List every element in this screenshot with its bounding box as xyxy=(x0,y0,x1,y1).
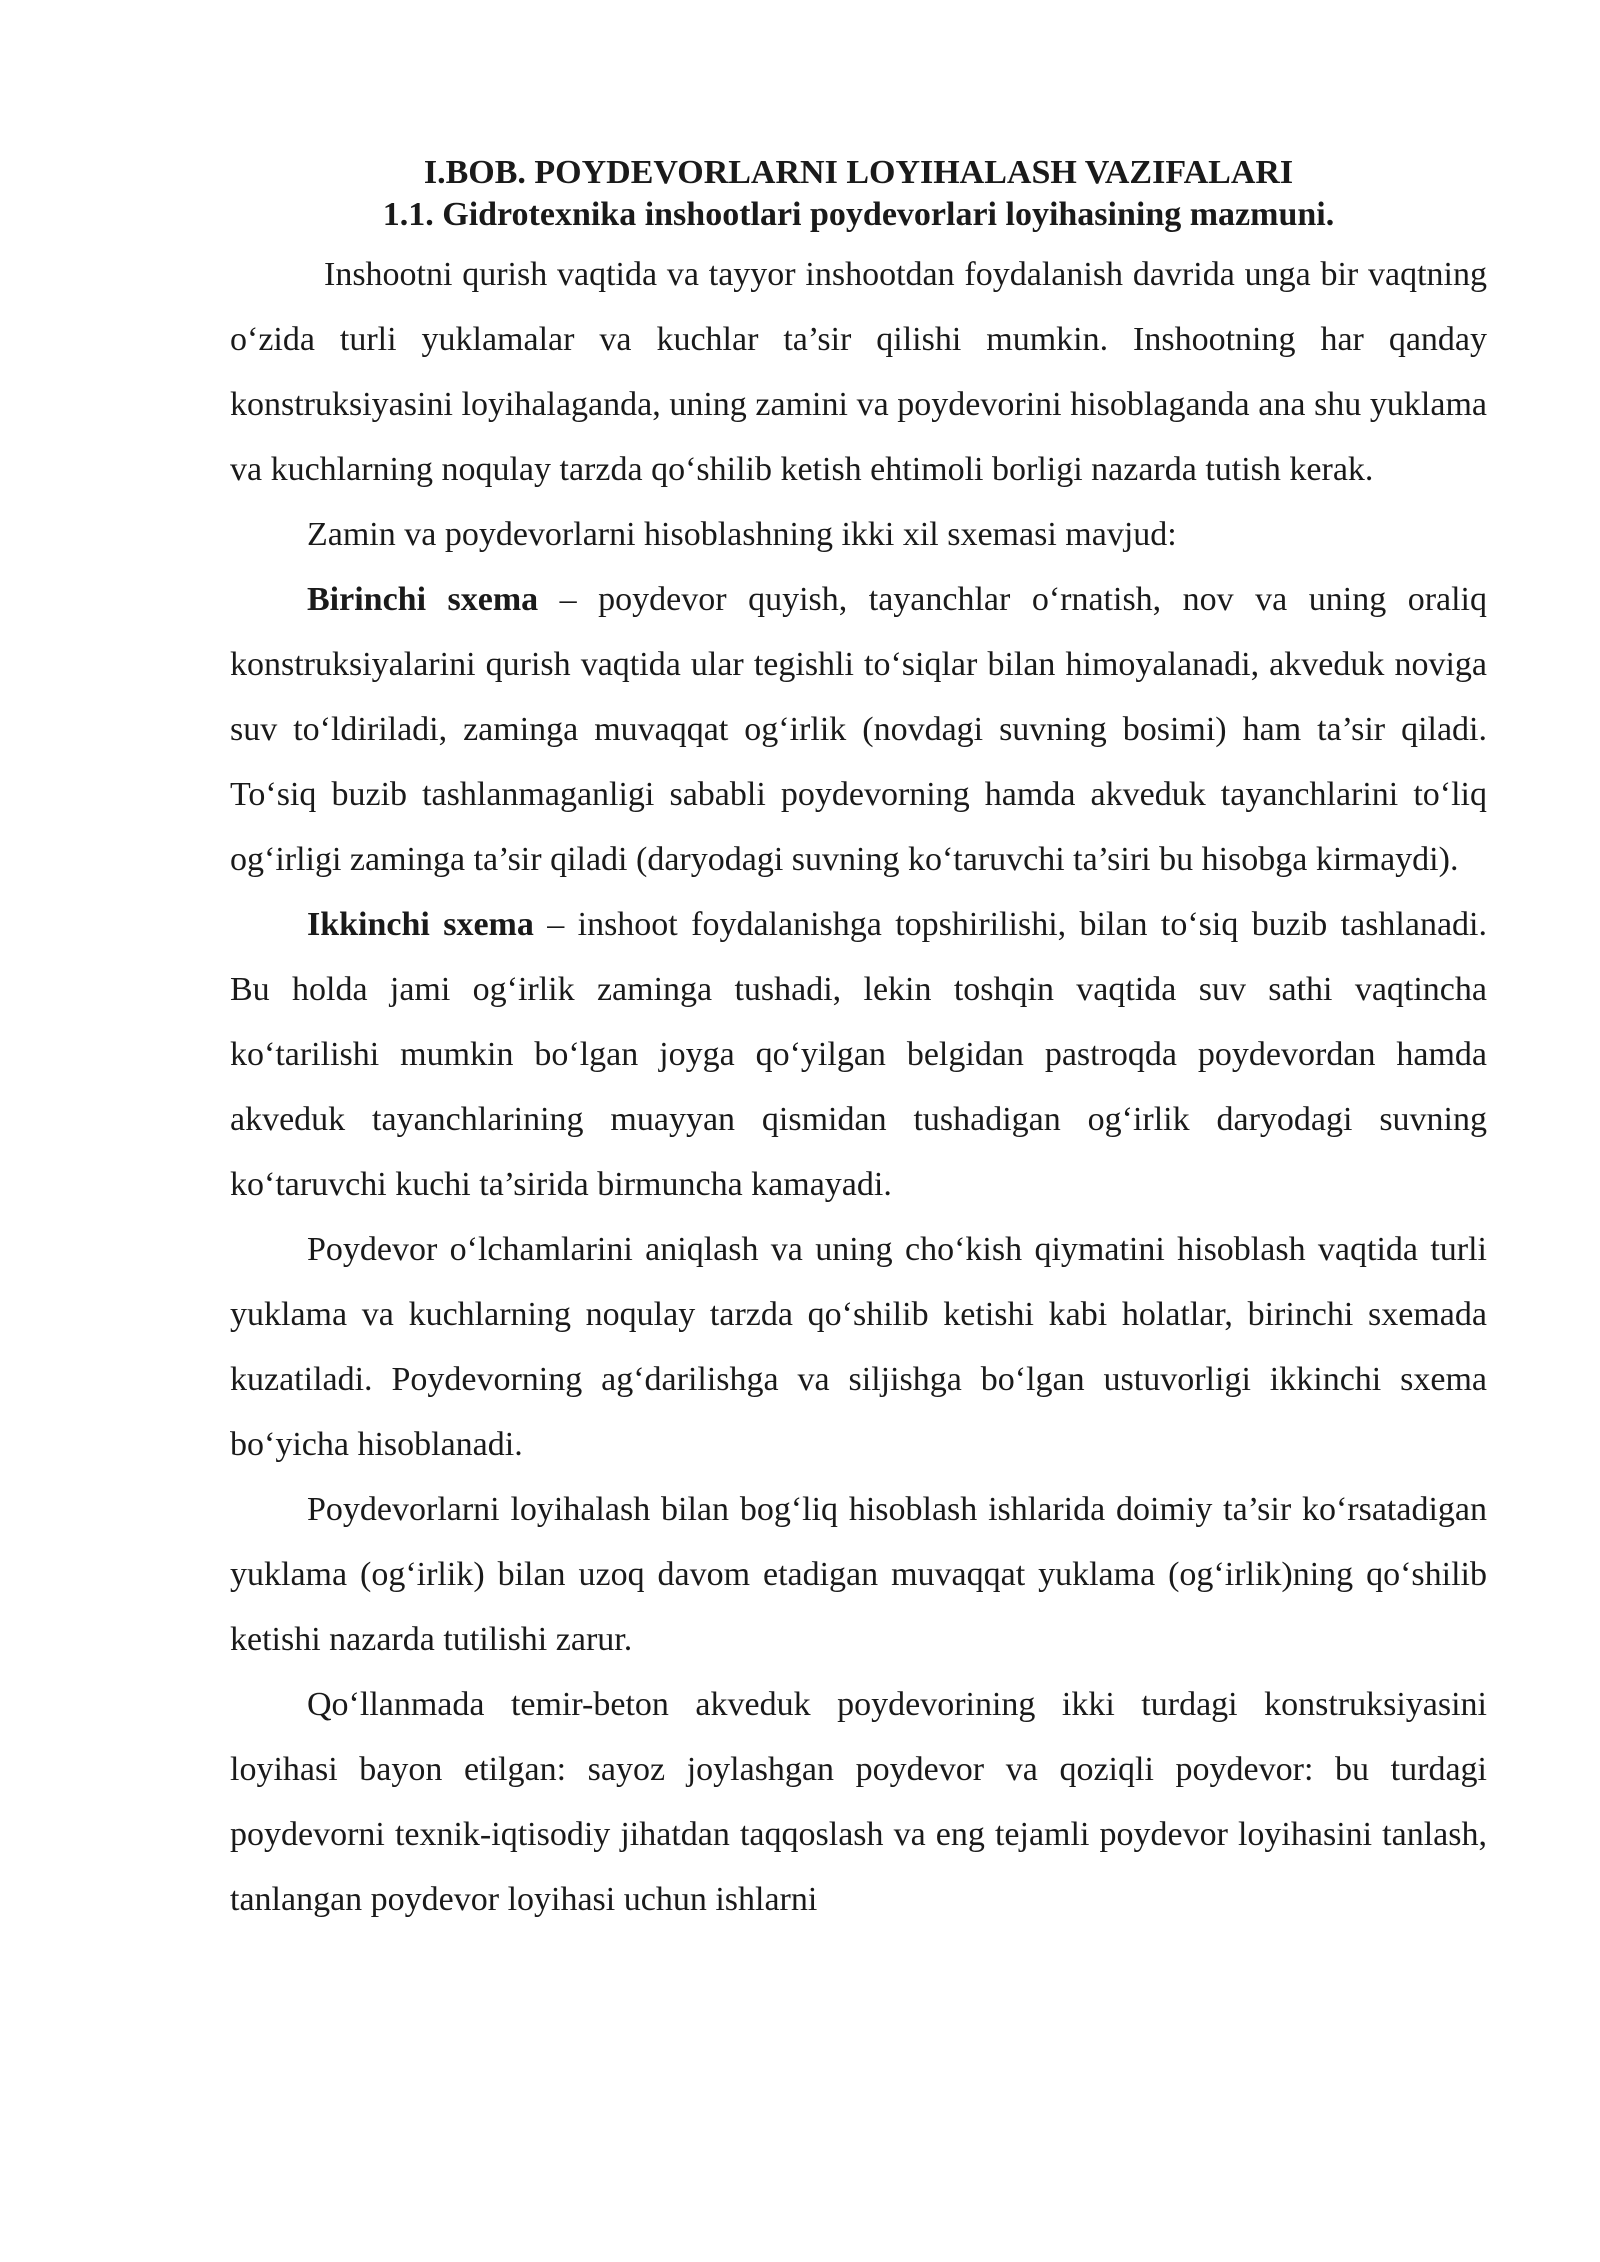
term-second-scheme: Ikkinchi sxema xyxy=(307,906,534,943)
term-first-scheme: Birinchi sxema xyxy=(307,581,539,618)
section-title: 1.1. Gidrotexnika inshootlari poydevorlari loyihasining mazmuni. xyxy=(382,196,1335,233)
paragraph-7: Qo‘llanmada temir-beton akveduk poydevorining ikki turdagi konstruksiyasini loyihasi bayon etilgan: sayoz joylashgan poydevor va qoziqli poydevor: bu turdagi poydevorni texnik-iqtisodiy jihatdan taqqoslash va eng tejamli poydevor loyihasini tanlash, tanlangan poydevor loyihasi uchun ishlarni xyxy=(230,1686,1487,1918)
paragraph-4 xyxy=(230,892,1487,1217)
paragraph-1: Inshootni qurish vaqtida va tayyor inshootdan foydalanish davrida unga bir vaqtning o‘zida turli yuklamalar va kuchlar ta’sir qilishi mumkin. Inshootning har qanday konstruksiyasini loyihalaganda, uning zamini va poydevorini hisoblaganda ana shu yuklama va kuchlarning noqulay tarzda qo‘shilib ketish ehtimoli borligi nazarda tutish kerak. xyxy=(230,256,1487,488)
paragraph-4-text: – inshoot foydalanishga topshirilishi, bilan to‘siq buzib tashlanadi. Bu holda jami og‘irlik zaminga tushadi, lekin toshqin vaqtida suv sathi vaqtincha ko‘tarilishi mumkin bo‘lgan joyga qo‘yilgan belgidan pastroqda poydevordan hamda akveduk tayanchlarining muayyan qismidan tushadigan og‘irlik daryodagi suvning ko‘taruvchi kuchi ta’sirida birmuncha kamayadi. xyxy=(230,906,1487,1203)
paragraph-2: Zamin va poydevorlarni hisoblashning ikki xil sxemasi mavjud: xyxy=(307,516,1177,553)
paragraph-5: Poydevor o‘lchamlarini aniqlash va uning cho‘kish qiymatini hisoblash vaqtida turli yuklama va kuchlarning noqulay tarzda qo‘shilib ketishi kabi holatlar, birinchi sxemada kuzatiladi. Poydevorning ag‘darilishga va siljishga bo‘lgan ustuvorligi ikkinchi sxema bo‘yicha hisoblanadi. xyxy=(230,1231,1487,1463)
document-body xyxy=(230,152,1487,1932)
chapter-title: I.BOB. POYDEVORLARNI LOYIHALASH VAZIFALARI xyxy=(423,154,1294,191)
paragraph-3 xyxy=(230,567,1487,892)
paragraph-3-text: – poydevor quyish, tayanchlar o‘rnatish, nov va uning oraliq konstruksiyalarini qurish vaqtida ular tegishli to‘siqlar bilan himoyalanadi, akveduk noviga suv to‘ldiriladi, zaminga muvaqqat og‘irlik (novdagi suvning bosimi) ham ta’sir qiladi. To‘siq buzib tashlanmaganligi sababli poydevorning hamda akveduk tayanchlarini to‘liq og‘irligi zaminga ta’sir qiladi (daryodagi suvning ko‘taruvchi ta’siri bu hisobga kirmaydi). xyxy=(230,581,1488,878)
paragraph-6: Poydevorlarni loyihalash bilan bog‘liq hisoblash ishlarida doimiy ta’sir ko‘rsatadigan yuklama (og‘irlik) bilan uzoq davom etadigan muvaqqat yuklama (og‘irlik)ning qo‘shilib ketishi nazarda tutilishi zarur. xyxy=(230,1491,1487,1658)
